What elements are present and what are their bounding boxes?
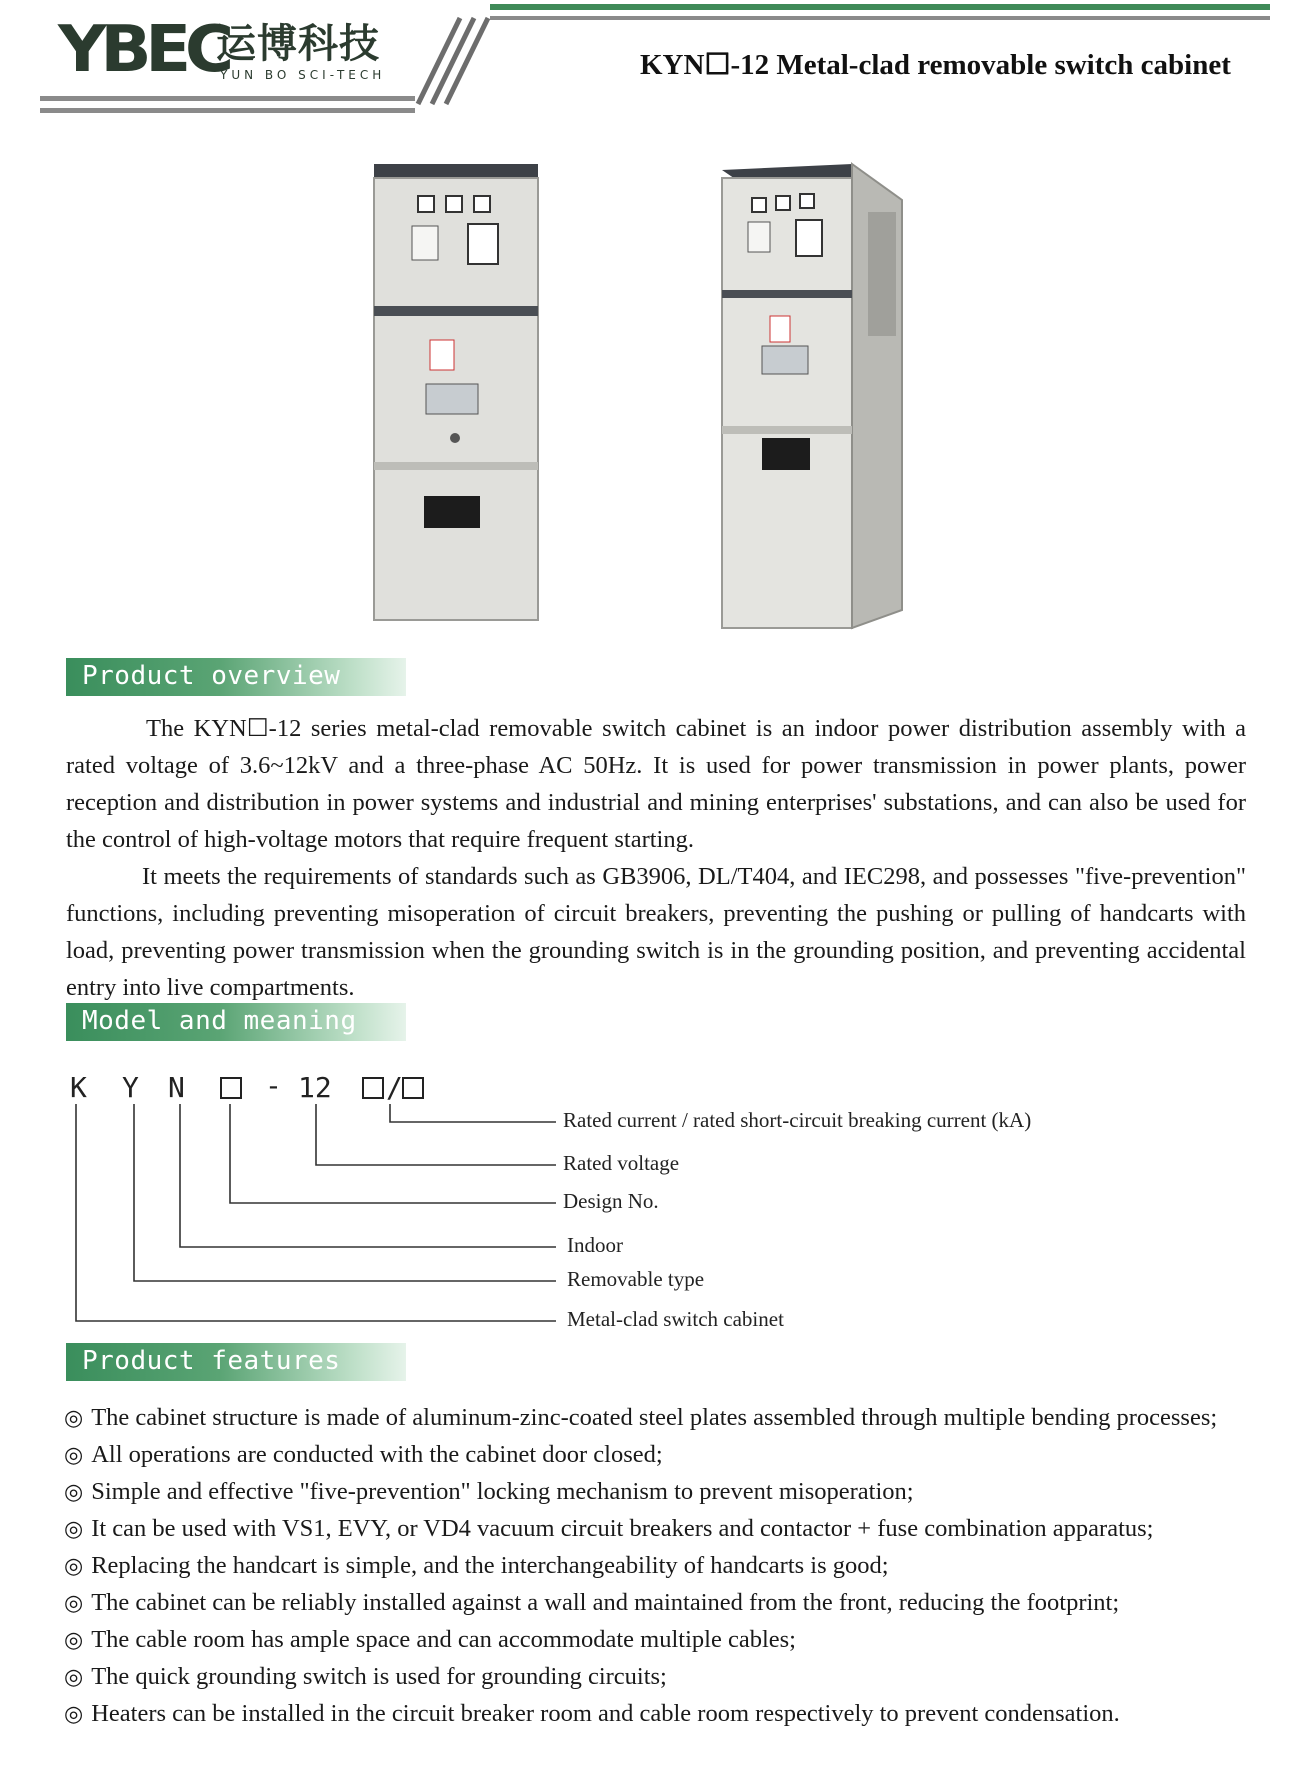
feature-item: ◎ The cable room has ample space and can accommodate multiple cables; xyxy=(64,1626,796,1653)
bullet-icon: ◎ xyxy=(64,1702,84,1727)
bullet-icon: ◎ xyxy=(64,1591,84,1616)
meaning-design-no: Design No. xyxy=(563,1189,659,1213)
logo-english-name: YUN BO SCI-TECH xyxy=(220,68,386,82)
code-k: K xyxy=(70,1071,87,1104)
bullet-icon: ◎ xyxy=(64,1554,84,1579)
bullet-icon: ◎ xyxy=(64,1443,84,1468)
section-title: Product overview xyxy=(82,661,341,691)
feature-item: ◎ Simple and effective "five-prevention" locking mechanism to prevent misoperation; xyxy=(64,1478,914,1505)
section-title: Model and meaning xyxy=(82,1006,357,1036)
feature-item: ◎ It can be used with VS1, EVY, or VD4 vacuum circuit breakers and contactor + fuse combination apparatus; xyxy=(64,1515,1154,1542)
feature-item: ◎ The cabinet can be reliably installed against a wall and maintained from the front, reducing the footprint; xyxy=(64,1589,1120,1616)
code-slash: / xyxy=(386,1071,403,1104)
bullet-icon: ◎ xyxy=(64,1480,84,1505)
section-title: Product features xyxy=(82,1346,341,1376)
meaning-indoor: Indoor xyxy=(567,1233,623,1257)
meaning-removable-type: Removable type xyxy=(567,1267,705,1291)
bullet-icon: ◎ xyxy=(64,1665,84,1690)
meaning-rated-current: Rated current / rated short-circuit breaking current (kA) xyxy=(563,1108,1032,1132)
meaning-metal-clad: Metal-clad switch cabinet xyxy=(567,1307,784,1331)
feature-item: ◎ The quick grounding switch is used for grounding circuits; xyxy=(64,1663,667,1690)
feature-item: ◎ Replacing the handcart is simple, and the interchangeability of handcarts is good; xyxy=(64,1552,889,1579)
code-n: N xyxy=(168,1071,185,1104)
code-12: 12 xyxy=(298,1071,332,1104)
logo-mark: YBEC xyxy=(57,13,228,87)
feature-item: ◎ The cabinet structure is made of aluminum-zinc-coated steel plates assembled through multiple bending processes; xyxy=(64,1404,1218,1431)
feature-item: ◎ All operations are conducted with the cabinet door closed; xyxy=(64,1441,663,1468)
bullet-icon: ◎ xyxy=(64,1517,84,1542)
overview-paragraph-1: The KYN☐-12 series metal-clad removable switch cabinet is an indoor power distribution assembly with a rated voltage of 3.6~12kV and a three-phase AC 50Hz. It is used for power transmission in power plants, power reception and distribution in power systems and industrial and mining enterprises' substations, and can also be used for the control of high-voltage motors that require frequent starting. xyxy=(66,715,1246,853)
section-banner-features xyxy=(66,1343,406,1381)
meaning-rated-voltage: Rated voltage xyxy=(563,1151,680,1175)
bullet-icon: ◎ xyxy=(64,1406,84,1431)
feature-item: ◎ Heaters can be installed in the circuit breaker room and cable room respectively to prevent condensation. xyxy=(64,1700,1120,1727)
overview-paragraph-2: It meets the requirements of standards such as GB3906, DL/T404, and IEC298, and possesses "five-prevention" functions, including preventing misoperation of circuit breakers, preventing the pushing or pulling of handcarts with load, preventing power transmission when the grounding switch is in the grounding position, and preventing accidental entry into live compartments. xyxy=(66,863,1246,1001)
code-y: Y xyxy=(122,1071,139,1104)
bullet-icon: ◎ xyxy=(64,1628,84,1653)
features-list xyxy=(64,1400,1254,1733)
code-dash: - xyxy=(265,1069,282,1102)
document-title: KYN☐-12 Metal-clad removable switch cabinet xyxy=(640,49,1231,81)
logo-chinese-name: 运博科技 xyxy=(216,21,380,67)
